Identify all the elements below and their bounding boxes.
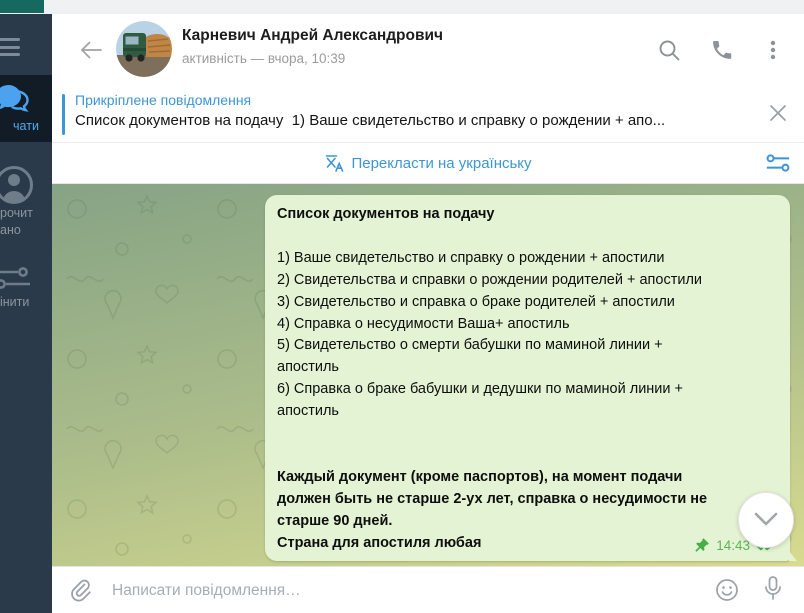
pin-icon <box>693 537 710 554</box>
chat-bubbles-icon <box>0 83 34 117</box>
user-circle-icon <box>0 163 36 207</box>
search-button[interactable] <box>656 37 682 63</box>
truck-photo <box>116 21 172 77</box>
chat-panel <box>52 14 804 613</box>
message-line <box>277 226 778 248</box>
translate-label: Перекласти на українську <box>351 154 532 172</box>
message-line: апостиль <box>277 403 339 420</box>
message-line: апостиль <box>277 359 339 376</box>
translate-settings-icon[interactable] <box>765 151 791 175</box>
message-line: должен быть не старше 2-ух лет, справка о несудимости не <box>277 490 708 507</box>
sidebar-item-label: ано <box>0 223 21 237</box>
message-list[interactable] <box>52 184 804 566</box>
sliders-icon <box>0 264 30 292</box>
message-time: 14:43 <box>716 538 750 553</box>
message-line: Каждый документ (кроме паспортов), на момент подачи <box>277 468 683 485</box>
pinned-preview: Список документов на подачу 1) Ваше свидетельство и справку о рождении + апо... <box>75 112 666 129</box>
smiley-icon[interactable] <box>714 577 740 603</box>
paperclip-icon[interactable] <box>67 577 93 603</box>
pinned-message-bar[interactable] <box>52 87 804 143</box>
composer <box>52 566 804 613</box>
phone-icon <box>709 38 733 62</box>
header-actions <box>656 37 786 63</box>
hamburger-icon <box>0 46 20 49</box>
outgoing-message-bubble <box>265 195 790 561</box>
message-line: Список документов на подачу <box>277 206 495 222</box>
message-line: 6) Справка о браке бабушки и дедушки по маминой линии + <box>277 381 683 398</box>
message-line: Страна для апостиля любая <box>277 534 482 551</box>
hamburger-menu-button[interactable] <box>0 38 20 61</box>
peer-name[interactable]: Карневич Андрей Александрович <box>182 27 444 44</box>
close-icon[interactable] <box>767 102 789 124</box>
message-line <box>277 445 778 467</box>
search-icon <box>657 38 681 62</box>
kebab-menu-icon <box>765 38 781 62</box>
hamburger-icon <box>0 38 20 41</box>
pinned-accent-bar <box>62 94 65 135</box>
message-line: 4) Справка о несудимости Ваша+ апостиль <box>277 315 570 332</box>
pinned-title: Прикріплене повідомлення <box>75 92 252 108</box>
call-button[interactable] <box>708 37 734 63</box>
sidebar-item-label: чати <box>13 119 39 133</box>
sidebar-item-chats[interactable] <box>0 75 52 142</box>
scroll-to-bottom-button[interactable] <box>738 492 794 548</box>
sidebar-item-label: інити <box>0 295 30 309</box>
corner-fragment <box>0 0 44 13</box>
more-menu-button[interactable] <box>760 37 786 63</box>
hamburger-icon <box>0 53 20 56</box>
message-line: 3) Свидетельство и справка о браке родителей + апостили <box>277 293 675 310</box>
message-input[interactable] <box>110 576 654 606</box>
back-arrow-icon[interactable] <box>78 37 104 63</box>
chevron-down-icon <box>752 511 780 529</box>
message-line: старше 90 дней. <box>277 512 393 529</box>
sidebar <box>0 14 52 613</box>
microphone-icon[interactable] <box>760 575 786 605</box>
message-line: 2) Свидетельства и справки о рождении родителей + апостили <box>277 271 703 288</box>
message-line <box>277 423 778 445</box>
translate-icon <box>324 153 344 173</box>
message-line: 5) Свидетельство о смерти бабушки по маминой линии + <box>277 337 663 354</box>
chat-header <box>52 14 804 87</box>
window-top-strip <box>0 0 804 14</box>
avatar[interactable] <box>116 21 172 77</box>
peer-status: активність — вчора, 10:39 <box>182 51 346 66</box>
translate-bar[interactable] <box>52 143 804 184</box>
sidebar-item-label: рочит <box>0 206 33 220</box>
message-line: 1) Ваше свидетельство и справку о рождении + апостили <box>277 249 665 266</box>
